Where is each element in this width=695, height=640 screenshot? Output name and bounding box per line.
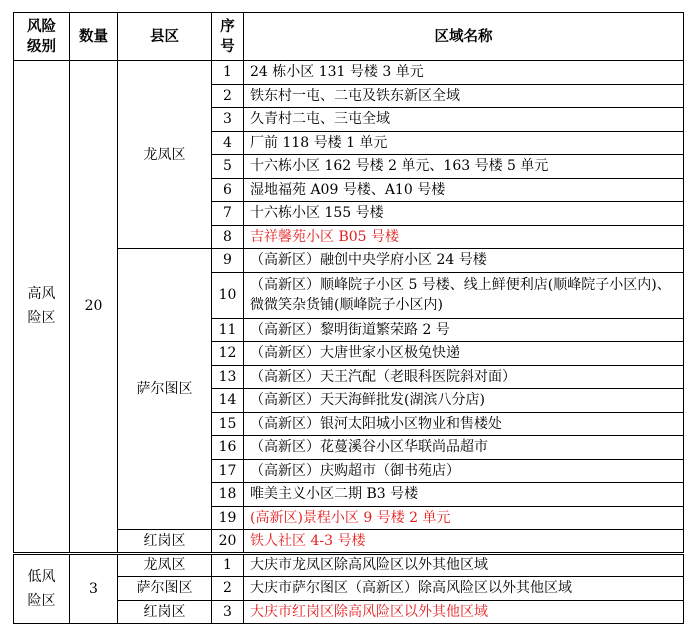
seq-cell: 2 <box>212 577 244 601</box>
header-count: 数量 <box>70 13 118 61</box>
area-cell: 铁东村一屯、二屯及铁东新区全域 <box>244 84 684 108</box>
seq-cell: 12 <box>212 342 244 366</box>
area-cell: 大庆市红岗区除高风险区以外其他区域 <box>244 600 684 624</box>
area-cell: 大庆市萨尔图区（高新区）除高风险区以外其他区域 <box>244 577 684 601</box>
area-cell: 吉祥馨苑小区 B05 号楼 <box>244 225 684 249</box>
header-area: 区域名称 <box>244 13 684 61</box>
area-cell: 大庆市龙凤区除高风险区以外其他区域 <box>244 553 684 577</box>
seq-cell: 3 <box>212 108 244 132</box>
seq-cell: 4 <box>212 131 244 155</box>
seq-cell: 1 <box>212 553 244 577</box>
county-cell: 龙凤区 <box>118 553 212 577</box>
area-cell: （高新区）银河太阳城小区物业和售楼处 <box>244 412 684 436</box>
county-cell: 红岗区 <box>118 600 212 624</box>
count-high: 20 <box>70 61 118 554</box>
county-saertu: 萨尔图区 <box>118 249 212 530</box>
header-seq: 序号 <box>212 13 244 61</box>
seq-cell: 17 <box>212 459 244 483</box>
area-cell: （高新区）天王汽配（老眼科医院斜对面） <box>244 365 684 389</box>
seq-cell: 19 <box>212 506 244 530</box>
area-cell: （高新区）天天海鲜批发(湖滨八分店) <box>244 389 684 413</box>
area-cell: 湿地福苑 A09 号楼、A10 号楼 <box>244 178 684 202</box>
seq-cell: 3 <box>212 600 244 624</box>
seq-cell: 2 <box>212 84 244 108</box>
header-county: 县区 <box>118 13 212 61</box>
area-cell: （高新区）融创中央学府小区 24 号楼 <box>244 249 684 273</box>
area-cell: （高新区）黎明街道繁荣路 2 号 <box>244 318 684 342</box>
seq-cell: 7 <box>212 202 244 226</box>
area-cell: 铁人社区 4-3 号楼 <box>244 530 684 554</box>
seq-cell: 15 <box>212 412 244 436</box>
area-cell: 久青村二屯、三屯全域 <box>244 108 684 132</box>
county-cell: 萨尔图区 <box>118 577 212 601</box>
seq-cell: 16 <box>212 436 244 460</box>
seq-cell: 5 <box>212 155 244 179</box>
seq-cell: 10 <box>212 272 244 318</box>
county-longfeng: 龙凤区 <box>118 61 212 249</box>
area-cell: （高新区）大唐世家小区极兔快递 <box>244 342 684 366</box>
risk-area-table <box>13 12 684 624</box>
county-honggang: 红岗区 <box>118 530 212 554</box>
area-cell: 厂前 118 号楼 1 单元 <box>244 131 684 155</box>
area-cell: （高新区）花蔓溪谷小区华联尚品超市 <box>244 436 684 460</box>
seq-cell: 13 <box>212 365 244 389</box>
area-cell: （高新区）顺峰院子小区 5 号楼、线上鲜便利店(顺峰院子小区内)、微微笑杂货铺(顺峰院子小区内) <box>244 272 684 318</box>
level-high: 高风险区 <box>14 61 70 554</box>
table-row <box>14 61 684 85</box>
area-cell: 24 栋小区 131 号楼 3 单元 <box>244 61 684 85</box>
header-level: 风险级别 <box>14 13 70 61</box>
area-cell: （高新区）庆购超市（御书苑店） <box>244 459 684 483</box>
seq-cell: 1 <box>212 61 244 85</box>
seq-cell: 11 <box>212 318 244 342</box>
seq-cell: 8 <box>212 225 244 249</box>
table-row <box>14 553 684 577</box>
area-cell: 十六栋小区 155 号楼 <box>244 202 684 226</box>
count-low: 3 <box>70 553 118 624</box>
seq-cell: 9 <box>212 249 244 273</box>
header-row <box>14 13 684 61</box>
area-cell: (高新区)景程小区 9 号楼 2 单元 <box>244 506 684 530</box>
area-cell: 十六栋小区 162 号楼 2 单元、163 号楼 5 单元 <box>244 155 684 179</box>
area-cell: 唯美主义小区二期 B3 号楼 <box>244 483 684 507</box>
seq-cell: 18 <box>212 483 244 507</box>
seq-cell: 14 <box>212 389 244 413</box>
seq-cell: 6 <box>212 178 244 202</box>
level-low: 低风险区 <box>14 553 70 624</box>
seq-cell: 20 <box>212 530 244 554</box>
